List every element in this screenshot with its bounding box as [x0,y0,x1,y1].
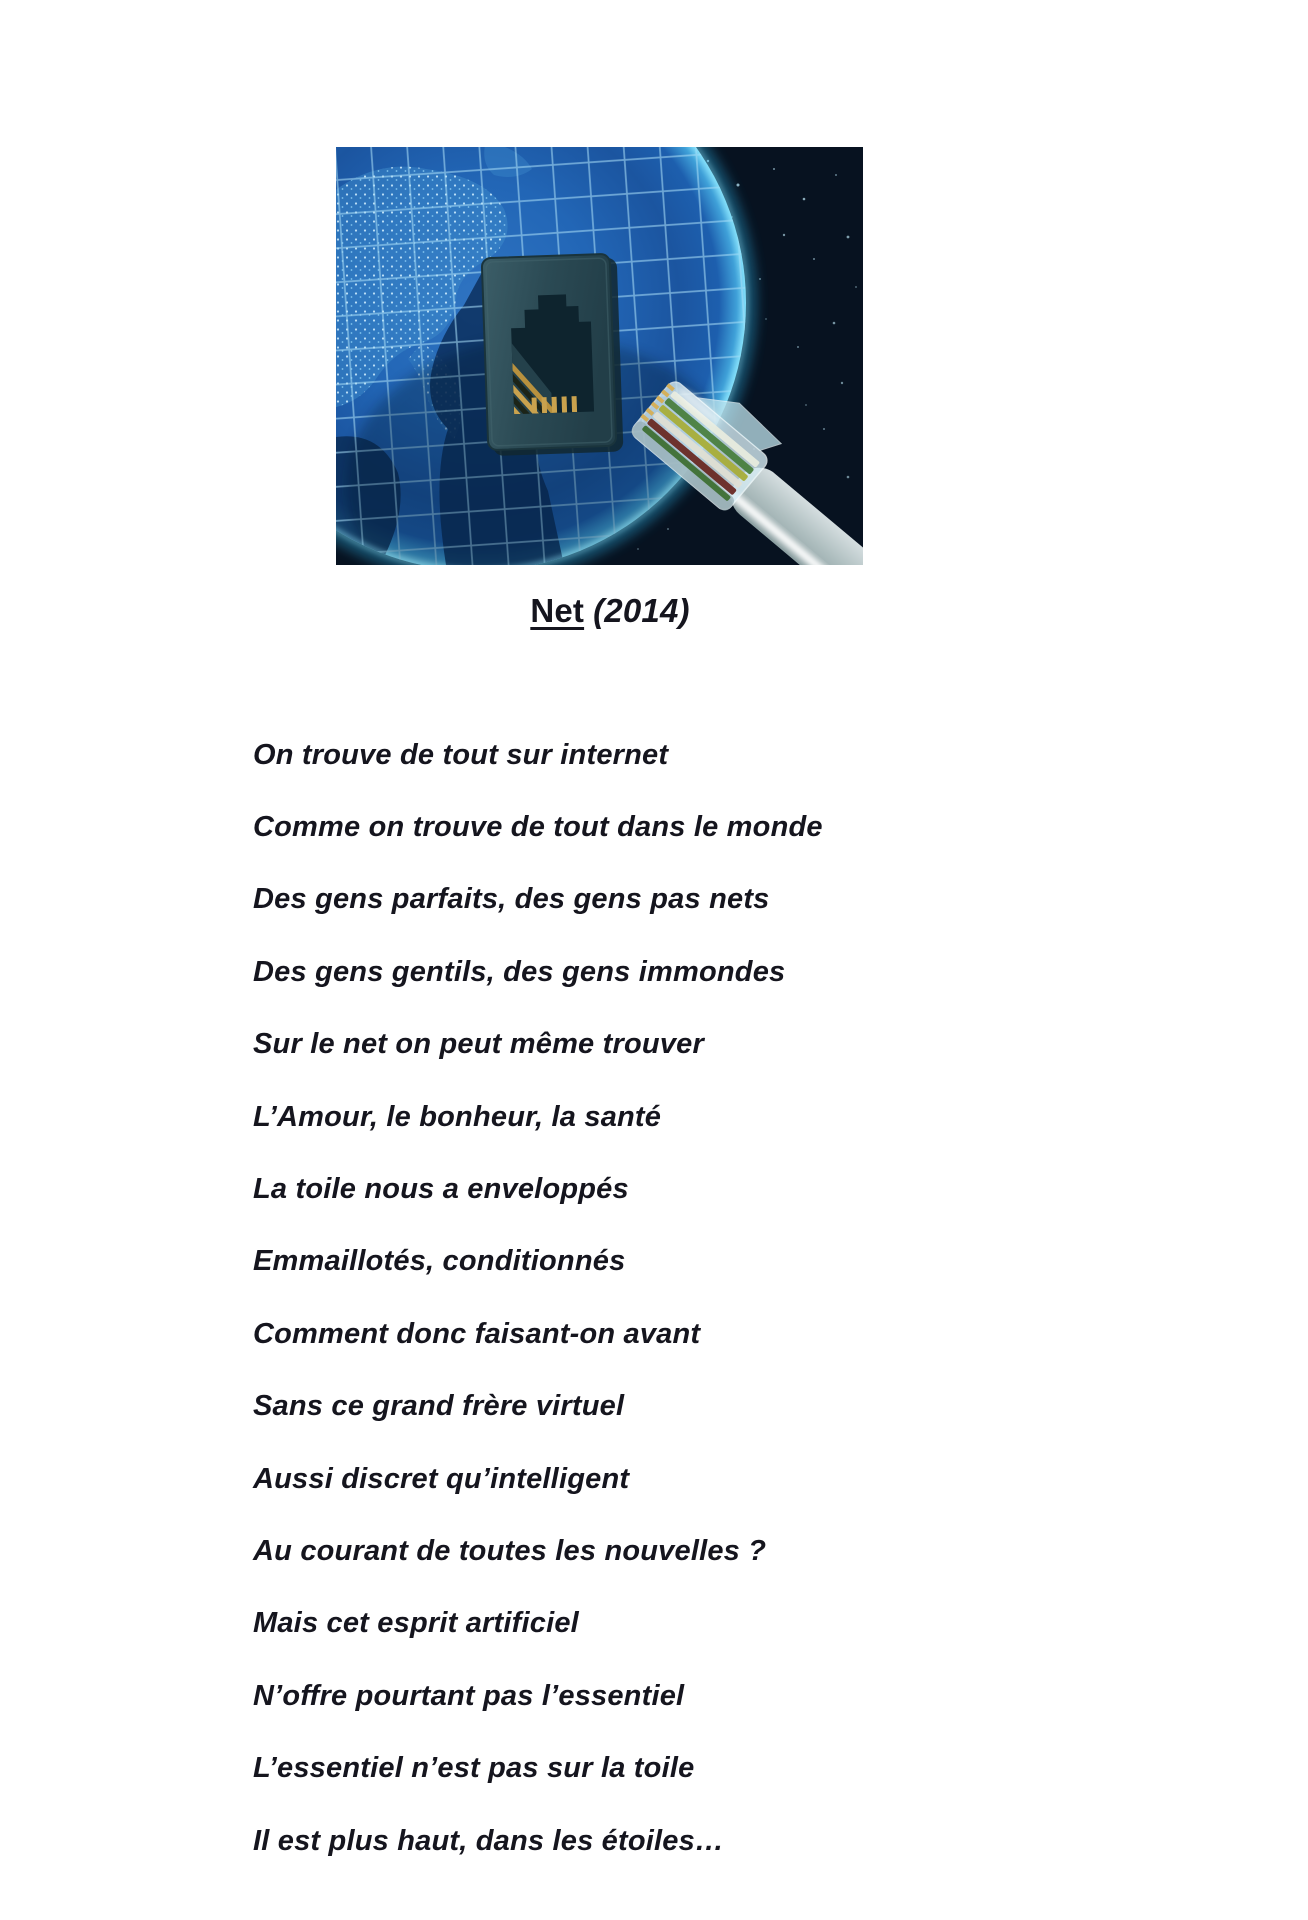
poem-line: Mais cet esprit artificiel [253,1607,579,1640]
poem-line: Des gens parfaits, des gens pas nets [253,883,770,916]
poem-line: Sans ce grand frère virtuel [253,1390,625,1423]
poem-line: Au courant de toutes les nouvelles ? [253,1534,767,1567]
globe-network-photo-svg [336,147,863,565]
poem-title-name: Net [530,592,585,629]
poem-line: Il est plus haut, dans les étoiles… [253,1824,725,1857]
poem [253,719,823,1877]
poem-line: Emmaillotés, conditionnés [253,1245,626,1278]
poem-line: Des gens gentils, des gens immondes [253,955,786,988]
poem-title-year: (2014) [593,592,690,629]
poem-line: Comme on trouve de tout dans le monde [253,811,823,844]
globe-network-photo [336,147,863,565]
poem-line: La toile nous a enveloppés [253,1173,629,1206]
poem-line: Aussi discret qu’intelligent [253,1462,630,1495]
poem-line: N’offre pourtant pas l’essentiel [253,1679,685,1712]
poem-line: Sur le net on peut même trouver [253,1028,704,1061]
poem-line: On trouve de tout sur internet [253,738,669,771]
poem-line: L’Amour, le bonheur, la santé [253,1100,662,1133]
poem-line: Comment donc faisant-on avant [253,1317,701,1350]
poem-line: L’essentiel n’est pas sur la toile [253,1752,695,1785]
ethernet-wall-socket [468,254,624,458]
poem-title [336,592,884,630]
